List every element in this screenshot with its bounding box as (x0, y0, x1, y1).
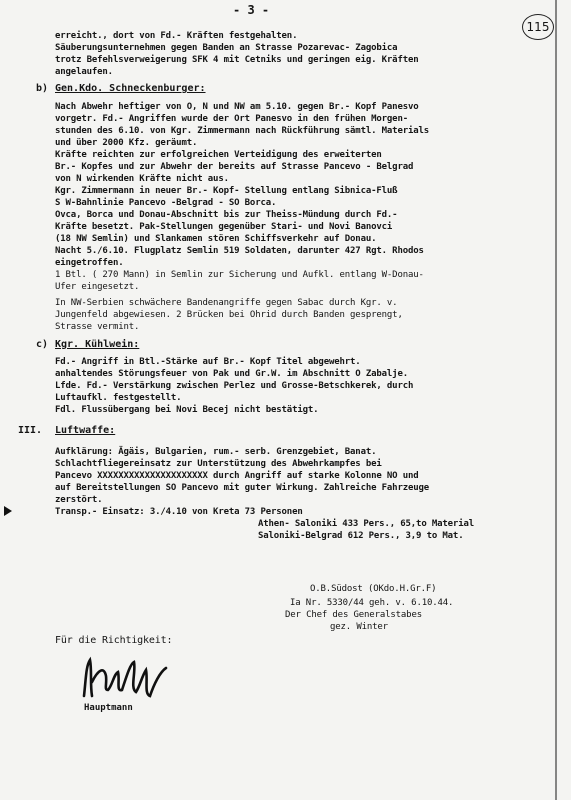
section-b-line: Kräfte besetzt. Pak-Stellungen gegenüber Stari- und Novi Banovci (55, 222, 393, 232)
margin-arrow-marker (4, 506, 12, 516)
section-b-line: von N wirkenden Kräfte nicht aus. (55, 174, 229, 184)
section-iii-prefix: III. (18, 425, 43, 436)
page-edge-shadow (555, 0, 557, 800)
section-c-line: anhaltendes Störungsfeuer von Pak und Gr.W. im Abschnitt O Zabalje. (55, 369, 408, 379)
section-b-line: und über 2000 Kfz. geräumt. (55, 138, 198, 148)
section-b-line: vorgetr. Fd.- Angriffen wurde der Ort Panesvo in den frühen Morgen- (55, 114, 408, 124)
section-c-line: Fdl. Flussübergang bei Novi Becej nicht bestätigt. (55, 405, 319, 415)
section-b-line: (18 NW Semlin) und Slankamen stören Schiffsverkehr auf Donau. (55, 234, 377, 244)
signature-block-line: Ia Nr. 5330/44 geh. v. 6.10.44. (290, 598, 454, 608)
page-number: - 3 - (233, 3, 270, 17)
handwritten-signature (80, 656, 170, 700)
intro-line: trotz Befehlsverweigerung SFK 4 mit Cetniks und geringen eig. Kräften (55, 55, 419, 65)
section-b-line: Nacht 5./6.10. Flugplatz Semlin 519 Soldaten, darunter 427 Rgt. Rhodos (55, 246, 424, 256)
section-iii-line: Aufklärung: Ägäis, Bulgarien, rum.- serb. Grenzgebiet, Banat. (55, 447, 377, 457)
archive-stamp-number: 115 (522, 14, 554, 40)
signature-block-line: O.B.Südost (OKdo.H.Gr.F) (310, 584, 437, 594)
section-c-prefix: c) (36, 339, 49, 350)
section-b-line: S W-Bahnlinie Pancevo -Belgrad - SO Borca. (55, 198, 277, 208)
section-b-line: Ovca, Borca und Donau-Abschnitt bis zur Theiss-Mündung durch Fd.- (55, 210, 398, 220)
section-b-line: eingetroffen. (55, 258, 124, 268)
section-iii-line: Pancevo XXXXXXXXXXXXXXXXXXXXX durch Angriff auf starke Kolonne NO und (55, 471, 419, 481)
section-b-line: 1 Btl. ( 270 Mann) in Semlin zur Sicherung und Aufkl. entlang W-Donau- (55, 270, 424, 280)
signature-block-line: gez. Winter (330, 622, 388, 632)
section-b-line: Br.- Kopfes und zur Abwehr der bereits auf Strasse Pancevo - Belgrad (55, 162, 414, 172)
section-b-prefix: b) (36, 83, 49, 94)
signature-block-line: Der Chef des Generalstabes (285, 610, 422, 620)
section-b-line: Kgr. Zimmermann in neuer Br.- Kopf- Stellung entlang Sibnica-Fluß (55, 186, 398, 196)
section-iii-line: zerstört. (55, 495, 103, 505)
section-iii-line: Schlachtfliegereinsatz zur Unterstützung des Abwehrkampfes bei (55, 459, 382, 469)
section-b-line: Strasse vermint. (55, 322, 140, 332)
signer-rank: Hauptmann (84, 703, 133, 713)
intro-line: erreicht., dort von Fd.- Kräften festgehalten. (55, 31, 298, 41)
intro-line: angelaufen. (55, 67, 113, 77)
section-b-line: Ufer eingesetzt. (55, 282, 140, 292)
intro-line: Säuberungsunternehmen gegen Banden an Strasse Pozarevac- Zagobica (55, 43, 398, 53)
section-iii-line: Transp.- Einsatz: 3./4.10 von Kreta 73 Personen (55, 507, 303, 517)
section-b-line: In NW-Serbien schwächere Bandenangriffe gegen Sabac durch Kgr. v. (55, 298, 398, 308)
section-c-line: Luftaufkl. festgestellt. (55, 393, 182, 403)
section-iii-line: auf Bereitstellungen SO Pancevo mit guter Wirkung. Zahlreiche Fahrzeuge (55, 483, 430, 493)
section-b-line: Nach Abwehr heftiger von O, N und NW am 5.10. gegen Br.- Kopf Panesvo (55, 102, 419, 112)
section-iii-heading: Luftwaffe: (55, 425, 116, 436)
transport-line: Saloniki-Belgrad 612 Pers., 3,9 to Mat. (258, 531, 464, 541)
section-c-line: Lfde. Fd.- Verstärkung zwischen Perlez und Grosse-Betschkerek, durch (55, 381, 414, 391)
section-b-line: stunden des 6.10. von Kgr. Zimmermann nach Rückführung sämtl. Materials (55, 126, 430, 136)
certification-label: Für die Richtigkeit: (55, 635, 173, 646)
section-b-heading: Gen.Kdo. Schneckenburger: (55, 83, 206, 94)
section-c-heading: Kgr. Kühlwein: (55, 339, 140, 350)
transport-line: Athen- Saloniki 433 Pers., 65,to Material (258, 519, 475, 529)
section-c-line: Fd.- Angriff in Btl.-Stärke auf Br.- Kopf Titel abgewehrt. (55, 357, 361, 367)
section-b-line: Jungenfeld abgewiesen. 2 Brücken bei Ohrid durch Banden gesprengt, (55, 310, 403, 320)
section-b-line: Kräfte reichten zur erfolgreichen Verteidigung des erweiterten (55, 150, 382, 160)
